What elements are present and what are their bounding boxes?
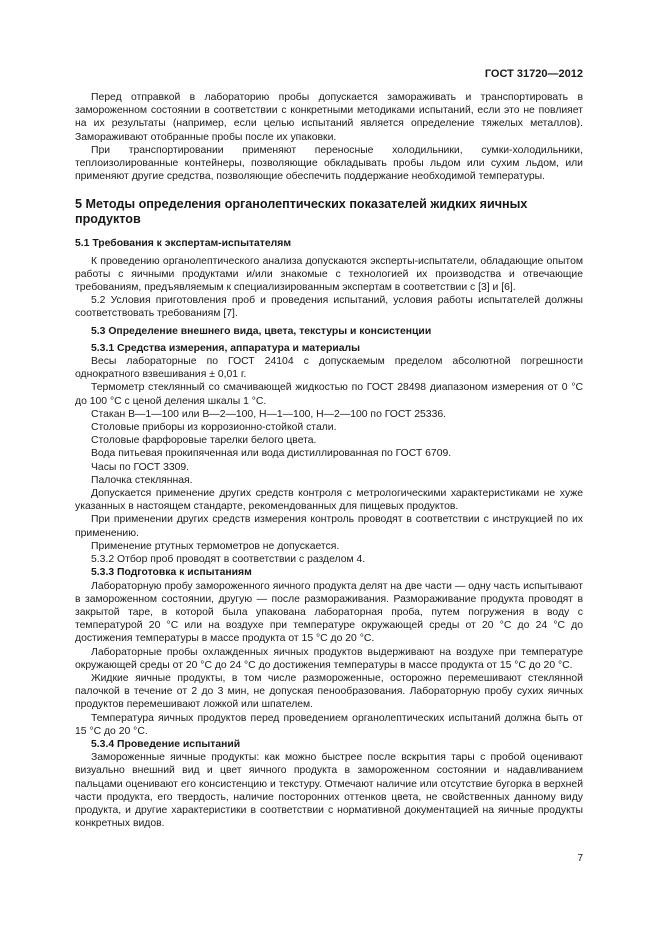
list-item: Столовые фарфоровые тарелки белого цвета. bbox=[91, 435, 317, 447]
section-5-title: 5 Методы определения органолептических показателей жидких яичных продуктов bbox=[75, 197, 528, 227]
page-number: 7 bbox=[577, 853, 583, 864]
section-number: 5.3.1 bbox=[91, 342, 115, 354]
list-item: Палочка стеклянная. bbox=[91, 474, 193, 486]
list-item: Допускается применение других средств контроля с метрологическими характеристиками не хуже указанных в настоящем стандарте, рекомендованных для пищевых продуктов. bbox=[75, 488, 583, 513]
paragraph: 5.2 Условия приготовления проб и проведения испытаний, условия работы испытателей должны соответствовать требованиям [7]. bbox=[75, 295, 583, 320]
paragraph: Замороженные яичные продукты: как можно быстрее после вскрытия тары с пробой оценивают визуально внешний вид и цвет яичного продукта в замороженном состоянии и надавливанием пальцами оценивают его консистенцию и текстуру. Отмечают наличие или отсутствие бугорка в верхней части продукта, его твердость, наличие посторонних оттенков цвета, не свойственных данному виду продукта, и другие характеристики в соответствии с нормативной документацией на яичные продукты конкретных видов. bbox=[75, 752, 583, 830]
paragraph: Перед отправкой в лабораторию пробы допускается замораживать и транспортировать в замороженном состоянии в соответствии с конкретными методиками испытаний, если это не повлияет на их результаты (например, если целью испытаний является определение тяжелых металлов). Замораживают отобранные пробы после их упаковки. bbox=[75, 92, 583, 143]
page-content bbox=[75, 91, 583, 830]
section-title: Средства измерения, аппаратура и материалы bbox=[117, 342, 360, 354]
list-item: Термометр стеклянный со смачивающей жидкостью по ГОСТ 28498 диапазоном измерения от 0 °С до 100 °С с ценой деления шкалы 1 °С. bbox=[75, 382, 583, 407]
list-item: При применении других средств измерения контроль проводят в соответствии с инструкцией по их применению. bbox=[75, 514, 583, 539]
paragraph: Температура яичных продуктов перед проведением органолептических испытаний должна быть от 15 °С до 20 °С. bbox=[75, 712, 583, 737]
section-5-3-1-heading bbox=[75, 342, 583, 355]
list-item: Часы по ГОСТ 3309. bbox=[91, 461, 190, 473]
section-5-3-title: 5.3 Определение внешнего вида, цвета, текстуры и консистенции bbox=[91, 325, 432, 337]
section-number: 5.3.4 bbox=[91, 738, 115, 750]
section-title: Проведение испытаний bbox=[117, 738, 241, 750]
paragraph: К проведению органолептического анализа допускаются эксперты-испытатели, обладающие опытом работы с яичными продуктами и/или знакомые с технологией их производства и отвечающие требованиям, предъявляемым к специализированным экспертам в соответствии с [3] и [6]. bbox=[75, 255, 583, 294]
paragraph: Жидкие яичные продукты, в том числе размороженные, осторожно перемешивают стеклянной палочкой в течение от 2 до 3 мин, не допуская пенообразования. Лабораторную пробу сухих яичных продуктов перемешивают ложкой или шпателем. bbox=[75, 672, 583, 711]
paragraph: Лабораторные пробы охлажденных яичных продуктов выдерживают на воздухе при температуре окружающей среды от 20 °С до 24 °С до достижения температуры в массе продукта от 15 °С до 20 °С. bbox=[75, 646, 583, 671]
list-item: Применение ртутных термометров не допускается. bbox=[91, 540, 340, 552]
paragraph: При транспортировании применяют переносные холодильники, сумки-холодильники, теплоизолированные контейнеры, позволяющие обкладывать пробы льдом или сухим льдом, или применяют другие средства, позволяющие обеспечить поддержание необходимой температуры. bbox=[75, 144, 583, 183]
section-number: 5.3.3 bbox=[91, 567, 115, 579]
section-5-1-title: 5.1 Требования к экспертам-испытателям bbox=[75, 238, 292, 250]
paragraph: Лабораторную пробу замороженного яичного продукта делят на две части — одну часть испытывают в замороженном состоянии, другую — после размораживания. Размораживание продукта проводят в закрытой таре, в которой была упакована лабораторная проба, путем погружения в воду с температурой 20 °С или на воздухе при температуре окружающей среды от 20 °С до 24 °С до достижения температуры в массе продукта от 15 °С до 20 °С. bbox=[75, 580, 583, 645]
section-title: Подготовка к испытаниям bbox=[117, 567, 252, 579]
section-5-3-4-heading bbox=[75, 738, 583, 751]
list-item: 5.3.2 Отбор проб проводят в соответствии с разделом 4. bbox=[91, 554, 366, 566]
list-item: Весы лабораторные по ГОСТ 24104 с допускаемым пределом абсолютной погрешности однократного взвешивания ± 0,01 г. bbox=[75, 356, 583, 381]
list-item: Стакан В—1—100 или В—2—100, Н—1—100, Н—2—100 по ГОСТ 25336. bbox=[91, 408, 447, 420]
list-item: Столовые приборы из коррозионно-стойкой стали. bbox=[91, 422, 337, 434]
document-id-header: ГОСТ 31720—2012 bbox=[484, 68, 583, 80]
section-5-3-3-heading bbox=[75, 566, 583, 579]
list-item: Вода питьевая прокипяченная или вода дистиллированная по ГОСТ 6709. bbox=[91, 448, 452, 460]
